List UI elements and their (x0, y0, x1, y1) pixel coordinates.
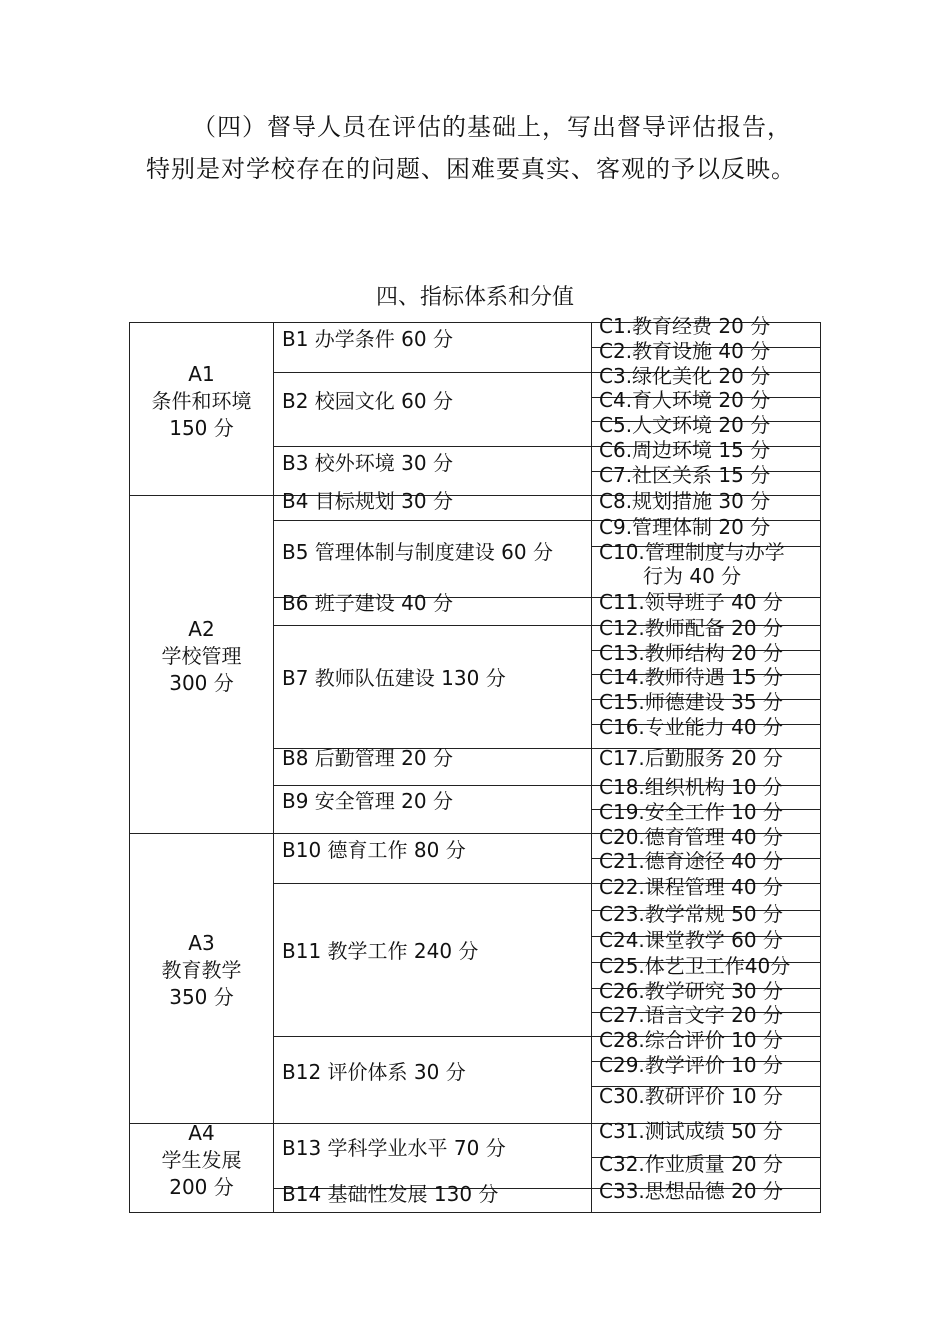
section-title: 四、指标体系和分值 (375, 285, 574, 310)
c-cell: C6.周边环境 15 分 (599, 438, 771, 462)
c-cell: C9.管理体制 20 分 (599, 515, 771, 539)
c-cell: C31.测试成绩 50 分 (599, 1119, 783, 1143)
a-score: 350 分 (169, 985, 234, 1009)
c-cell: C12.教师配备 20 分 (599, 616, 783, 640)
c-cell: C5.人文环境 20 分 (599, 413, 771, 437)
a-score: 200 分 (169, 1175, 234, 1199)
c-cell: C15.师德建设 35 分 (599, 690, 783, 714)
b-cell: B13 学科学业水平 70 分 (282, 1136, 506, 1160)
b-cell: B5 管理体制与制度建设 60 分 (282, 540, 553, 564)
b-cell: B11 教学工作 240 分 (282, 939, 479, 963)
b-cell: B14 基础性发展 130 分 (282, 1182, 499, 1206)
c-cell: C3.绿化美化 20 分 (599, 364, 771, 388)
c-cell: C8.规划措施 30 分 (599, 489, 771, 513)
b-cell: B3 校外环境 30 分 (282, 451, 453, 475)
c-cell: C29.教学评价 10 分 (599, 1053, 783, 1077)
b-cell: B2 校园文化 60 分 (282, 389, 453, 413)
table-border-right (820, 322, 821, 1212)
c-cell: C19.安全工作 10 分 (599, 800, 783, 824)
b-cell: B4 目标规划 30 分 (282, 489, 453, 513)
c-cell: C1.教育经费 20 分 (599, 314, 771, 338)
c-cell: C7.社区关系 15 分 (599, 463, 771, 487)
a-code: A1 (188, 362, 215, 386)
a-code: A2 (188, 617, 215, 641)
a-score: 150 分 (169, 416, 234, 440)
c-cell: C2.教育设施 40 分 (599, 339, 771, 363)
c-cell: C30.教研评价 10 分 (599, 1084, 783, 1108)
c-cell: C25.体艺卫工作40分 (599, 954, 791, 978)
c-cell: C13.教师结构 20 分 (599, 641, 783, 665)
c-cell: C22.课程管理 40 分 (599, 875, 783, 899)
a2-cell (130, 616, 273, 697)
intro-line-1: （四）督导人员在评估的基础上，写出督导评估报告， (192, 113, 792, 141)
a-score: 300 分 (169, 671, 234, 695)
a4-cell (130, 1120, 273, 1201)
c-cell: C20.德育管理 40 分 (599, 825, 783, 849)
table-divider-bc (591, 322, 592, 1212)
b-cell: B9 安全管理 20 分 (282, 789, 453, 813)
b-cell: B6 班子建设 40 分 (282, 591, 453, 615)
intro-line-2: 特别是对学校存在的问题、困难要真实、客观的予以反映。 (146, 155, 796, 183)
table-border-bottom (129, 1212, 821, 1213)
c-cell: C10.管理制度与办学 (599, 540, 785, 564)
c-cell: C32.作业质量 20 分 (599, 1152, 783, 1176)
a3-cell (130, 930, 273, 1011)
a-name: 教育教学 (161, 958, 242, 982)
b-cell: B7 教师队伍建设 130 分 (282, 666, 506, 690)
a-name: 学生发展 (161, 1148, 242, 1172)
c-cell: C4.育人环境 20 分 (599, 388, 771, 412)
c-cell: C11.领导班子 40 分 (599, 590, 783, 614)
a-code: A4 (188, 1121, 215, 1145)
a-code: A3 (188, 931, 215, 955)
a-name: 条件和环境 (151, 389, 252, 413)
b-cell: B12 评价体系 30 分 (282, 1060, 466, 1084)
b-cell: B10 德育工作 80 分 (282, 838, 466, 862)
b-cell: B8 后勤管理 20 分 (282, 746, 453, 770)
c-cell: 行为 40 分 (643, 564, 742, 588)
c-cell: C28.综合评价 10 分 (599, 1028, 783, 1052)
c-cell: C14.教师待遇 15 分 (599, 665, 783, 689)
c-cell: C16.专业能力 40 分 (599, 715, 783, 739)
c-cell: C26.教学研究 30 分 (599, 979, 783, 1003)
c-cell: C24.课堂教学 60 分 (599, 928, 783, 952)
c-cell: C18.组织机构 10 分 (599, 775, 783, 799)
c-cell: C23.教学常规 50 分 (599, 902, 783, 926)
b-cell: B1 办学条件 60 分 (282, 327, 453, 351)
table-divider-ab (273, 322, 274, 1212)
c-cell: C27.语言文字 20 分 (599, 1003, 783, 1027)
a-name: 学校管理 (161, 644, 242, 668)
a1-cell (130, 361, 273, 442)
c-cell: C21.德育途径 40 分 (599, 849, 783, 873)
c-cell: C17.后勤服务 20 分 (599, 746, 783, 770)
c-cell: C33.思想品德 20 分 (599, 1179, 783, 1203)
table-border-left (129, 322, 130, 1212)
